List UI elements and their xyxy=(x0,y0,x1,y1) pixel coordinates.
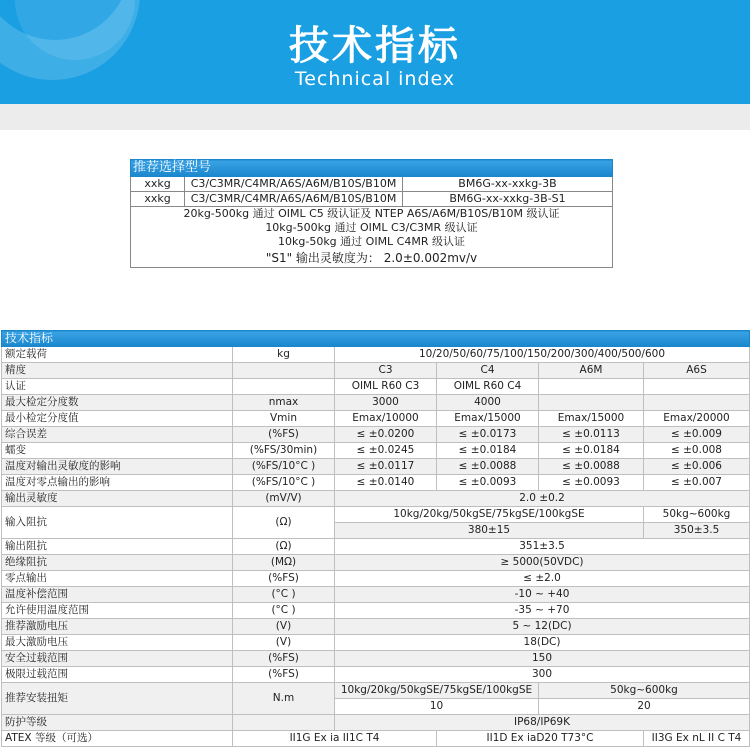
grade-cell: C3/C3MR/C4MR/A6S/A6M/B10S/B10M xyxy=(185,177,403,192)
recommend-header: 推荐选择型号 xyxy=(131,160,613,177)
recommend-note: 20kg-500kg 通过 OIML C5 级认证及 NTEP A6S/A6M/B10S/B10M 级认证 xyxy=(131,207,613,222)
spec-value: 4000 xyxy=(437,395,539,411)
spec-row-temp-sensitivity xyxy=(2,459,750,475)
spec-value: 2.0 ±0.2 xyxy=(335,491,750,507)
spec-unit: (MΩ) xyxy=(233,555,335,571)
spec-unit: (V) xyxy=(233,635,335,651)
spec-value: 350±3.5 xyxy=(644,523,750,539)
spec-value: -10 ~ +40 xyxy=(335,587,750,603)
spec-capacity: 10kg/20kg/50kgSE/75kgSE/100kgSE xyxy=(335,507,644,523)
spec-label: 推荐安装扭矩 xyxy=(2,683,233,715)
spec-value: II1D Ex iaD20 T73°C xyxy=(437,731,644,747)
spec-unit: nmax xyxy=(233,395,335,411)
spec-value xyxy=(644,379,750,395)
spec-value: 351±3.5 xyxy=(335,539,750,555)
spec-row-cert xyxy=(2,379,750,395)
spec-label: 额定载荷 xyxy=(2,347,233,363)
spec-value: ≤ ±0.008 xyxy=(644,443,750,459)
spec-unit: (%FS) xyxy=(233,427,335,443)
spec-value: 10/20/50/60/75/100/150/200/300/400/500/600 xyxy=(335,347,750,363)
spec-value: ≥ 5000(50VDC) xyxy=(335,555,750,571)
spec-value: ≤ ±0.0184 xyxy=(437,443,539,459)
spec-capacity: 10kg/20kg/50kgSE/75kgSE/100kgSE xyxy=(335,683,539,699)
capacity-cell: xxkg xyxy=(131,192,185,207)
gray-band xyxy=(0,104,750,130)
spec-value: ≤ ±0.0117 xyxy=(335,459,437,475)
spec-label: ATEX 等级（可选） xyxy=(2,731,233,747)
spec-value: ≤ ±0.009 xyxy=(644,427,750,443)
spec-value: OIML R60 C4 xyxy=(437,379,539,395)
spec-unit: (%FS) xyxy=(233,651,335,667)
spec-value xyxy=(539,379,644,395)
spec-value: Emax/20000 xyxy=(644,411,750,427)
recommend-row xyxy=(131,192,613,207)
spec-label: 极限过载范围 xyxy=(2,667,233,683)
spec-row xyxy=(2,651,750,667)
spec-value: 150 xyxy=(335,651,750,667)
spec-row-rated-load xyxy=(2,347,750,363)
spec-row xyxy=(2,619,750,635)
spec-label: 输入阻抗 xyxy=(2,507,233,539)
spec-value: ≤ ±0.0200 xyxy=(335,427,437,443)
spec-unit: (mV/V) xyxy=(233,491,335,507)
spec-row-torque xyxy=(2,683,750,699)
spec-label: 精度 xyxy=(2,363,233,379)
spec-value: ≤ ±0.0093 xyxy=(437,475,539,491)
spec-row xyxy=(2,635,750,651)
spec-row xyxy=(2,587,750,603)
spec-row-nmax xyxy=(2,395,750,411)
model-cell: BM6G-xx-xxkg-3B-S1 xyxy=(403,192,613,207)
spec-value: II3G Ex nL II C T4 xyxy=(644,731,750,747)
spec-value: ≤ ±0.0245 xyxy=(335,443,437,459)
spec-row-protection xyxy=(2,715,750,731)
spec-label: 输出阻抗 xyxy=(2,539,233,555)
spec-unit: (°C ) xyxy=(233,587,335,603)
spec-unit xyxy=(233,715,335,731)
spec-value: 10 xyxy=(335,699,539,715)
spec-label: 最大检定分度数 xyxy=(2,395,233,411)
spec-value xyxy=(539,395,644,411)
spec-unit: N.m xyxy=(233,683,335,715)
spec-value: Emax/15000 xyxy=(539,411,644,427)
spec-table xyxy=(1,330,750,747)
spec-row xyxy=(2,571,750,587)
spec-label: 零点输出 xyxy=(2,571,233,587)
spec-header: 技术指标 xyxy=(2,331,750,347)
spec-value: OIML R60 C3 xyxy=(335,379,437,395)
spec-value xyxy=(644,395,750,411)
spec-value: ≤ ±0.007 xyxy=(644,475,750,491)
spec-row-creep xyxy=(2,443,750,459)
spec-value: ≤ ±0.0093 xyxy=(539,475,644,491)
spec-value: ≤ ±0.0173 xyxy=(437,427,539,443)
spec-row-grade xyxy=(2,363,750,379)
spec-value: Emax/15000 xyxy=(437,411,539,427)
spec-row xyxy=(2,603,750,619)
banner-subtitle: Technical index xyxy=(294,68,456,90)
spec-label: 允许使用温度范围 xyxy=(2,603,233,619)
spec-value: A6M xyxy=(539,363,644,379)
spec-value: ≤ ±0.0088 xyxy=(539,459,644,475)
recommend-note: 10kg-500kg 通过 OIML C3/C3MR 级认证 xyxy=(131,221,613,235)
spec-capacity: 50kg~600kg xyxy=(644,507,750,523)
spec-row xyxy=(2,539,750,555)
spec-label: 最大激励电压 xyxy=(2,635,233,651)
spec-label: 综合误差 xyxy=(2,427,233,443)
spec-value: ≤ ±2.0 xyxy=(335,571,750,587)
recommend-row xyxy=(131,177,613,192)
spec-unit: (%FS) xyxy=(233,571,335,587)
spec-label: 输出灵敏度 xyxy=(2,491,233,507)
spec-value: ≤ ±0.0184 xyxy=(539,443,644,459)
spec-unit: (%FS/10°C ) xyxy=(233,459,335,475)
recommend-note-s1: "S1" 输出灵敏度为： 2.0±0.002mv/v xyxy=(131,249,613,268)
spec-unit: (Ω) xyxy=(233,539,335,555)
spec-value: ≤ ±0.006 xyxy=(644,459,750,475)
spec-value: 3000 xyxy=(335,395,437,411)
spec-label: 蠕变 xyxy=(2,443,233,459)
spec-value: Emax/10000 xyxy=(335,411,437,427)
spec-row-vmin xyxy=(2,411,750,427)
spec-value: C3 xyxy=(335,363,437,379)
spec-unit: (%FS) xyxy=(233,667,335,683)
spec-value: 380±15 xyxy=(335,523,644,539)
spec-value: 18(DC) xyxy=(335,635,750,651)
spec-value: ≤ ±0.0113 xyxy=(539,427,644,443)
spec-row xyxy=(2,555,750,571)
spec-value: II1G Ex ia II1C T4 xyxy=(233,731,437,747)
spec-label: 推荐激励电压 xyxy=(2,619,233,635)
spec-unit: (Ω) xyxy=(233,507,335,539)
spec-value: 5 ~ 12(DC) xyxy=(335,619,750,635)
spec-unit: kg xyxy=(233,347,335,363)
spec-unit: Vmin xyxy=(233,411,335,427)
spec-value: -35 ~ +70 xyxy=(335,603,750,619)
spec-value: ≤ ±0.0140 xyxy=(335,475,437,491)
spec-unit: (%FS/30min) xyxy=(233,443,335,459)
recommend-note: 10kg-50kg 通过 OIML C4MR 级认证 xyxy=(131,235,613,249)
banner-title: 技术指标 xyxy=(289,23,461,69)
spec-value: IP68/IP69K xyxy=(335,715,750,731)
spec-unit: (V) xyxy=(233,619,335,635)
spec-row-output-sensitivity xyxy=(2,491,750,507)
spec-label: 防护等级 xyxy=(2,715,233,731)
spec-unit xyxy=(233,363,335,379)
spec-value: ≤ ±0.0088 xyxy=(437,459,539,475)
spec-label: 温度补偿范围 xyxy=(2,587,233,603)
spec-value: 300 xyxy=(335,667,750,683)
spec-unit: (%FS/10°C ) xyxy=(233,475,335,491)
spec-row-input-resistance xyxy=(2,507,750,523)
spec-label: 最小检定分度值 xyxy=(2,411,233,427)
spec-value: 20 xyxy=(539,699,750,715)
spec-label: 温度对零点输出的影响 xyxy=(2,475,233,491)
spec-row xyxy=(2,667,750,683)
grade-cell: C3/C3MR/C4MR/A6S/A6M/B10S/B10M xyxy=(185,192,403,207)
model-cell: BM6G-xx-xxkg-3B xyxy=(403,177,613,192)
spec-label: 温度对输出灵敏度的影响 xyxy=(2,459,233,475)
spec-row-atex xyxy=(2,731,750,747)
spec-row-temp-zero xyxy=(2,475,750,491)
banner xyxy=(0,0,750,104)
spec-unit: (°C ) xyxy=(233,603,335,619)
spec-row-combined-error xyxy=(2,427,750,443)
recommend-table xyxy=(130,159,613,268)
spec-capacity: 50kg~600kg xyxy=(539,683,750,699)
spec-label: 安全过载范围 xyxy=(2,651,233,667)
capacity-cell: xxkg xyxy=(131,177,185,192)
spec-label: 绝缘阻抗 xyxy=(2,555,233,571)
spec-unit xyxy=(233,379,335,395)
spec-value: A6S xyxy=(644,363,750,379)
spec-label: 认证 xyxy=(2,379,233,395)
spec-value: C4 xyxy=(437,363,539,379)
